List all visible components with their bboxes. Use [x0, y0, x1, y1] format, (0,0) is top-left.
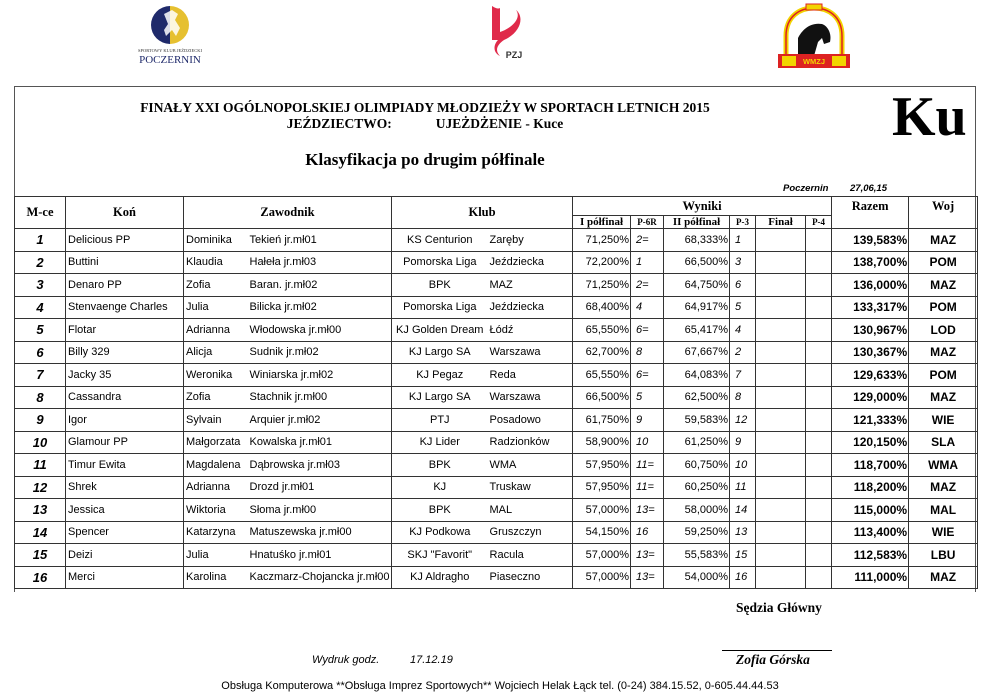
total-score: 129,633%: [832, 364, 909, 387]
rider-first-name: Małgorzata: [184, 431, 248, 454]
semi1-score: 62,700%: [573, 341, 631, 364]
table-row: [15, 454, 978, 477]
region-code: MAZ: [909, 566, 978, 589]
rank-cell: 11: [15, 454, 66, 477]
semi2-score: 64,917%: [664, 296, 730, 319]
semi1-score: 57,000%: [573, 499, 631, 522]
final-position: [806, 566, 832, 589]
semi1-position: 5: [631, 386, 664, 409]
total-score: 113,400%: [832, 521, 909, 544]
region-code: MAL: [909, 499, 978, 522]
semi2-score: 68,333%: [664, 229, 730, 252]
semi2-score: 60,250%: [664, 476, 730, 499]
final-position: [806, 386, 832, 409]
table-row: [15, 274, 978, 297]
rider-last-name: Matuszewska jr.mł00: [248, 521, 392, 544]
horse-cell: Shrek: [66, 476, 184, 499]
semi2-score: 62,500%: [664, 386, 730, 409]
semi1-score: 61,750%: [573, 409, 631, 432]
region-code: LOD: [909, 319, 978, 342]
col-total: Razem: [832, 197, 909, 216]
region-code: SLA: [909, 431, 978, 454]
horse-cell: Delicious PP: [66, 229, 184, 252]
semi1-score: 71,250%: [573, 229, 631, 252]
col-club: Klub: [392, 197, 573, 229]
club-city: Warszawa: [488, 386, 573, 409]
semi2-score: 65,417%: [664, 319, 730, 342]
table-row: [15, 544, 978, 567]
event-date: 27,06,15: [850, 183, 887, 194]
rank-cell: 3: [15, 274, 66, 297]
final-score: [756, 431, 806, 454]
final-position: [806, 296, 832, 319]
semi1-score: 57,000%: [573, 544, 631, 567]
final-score: [756, 409, 806, 432]
rider-last-name: Arquier jr.mł02: [248, 409, 392, 432]
semi1-score: 72,200%: [573, 251, 631, 274]
region-code: POM: [909, 296, 978, 319]
club-name: KJ Largo SA: [392, 386, 488, 409]
col-results: Wyniki: [573, 197, 832, 216]
horse-cell: Merci: [66, 566, 184, 589]
discipline-line: [0, 116, 850, 132]
horse-cell: Buttini: [66, 251, 184, 274]
semi2-score: 60,750%: [664, 454, 730, 477]
horse-cell: Flotar: [66, 319, 184, 342]
rank-cell: 13: [15, 499, 66, 522]
final-position: [806, 251, 832, 274]
semi2-position: 12: [730, 409, 756, 432]
final-position: [806, 319, 832, 342]
region-code: POM: [909, 364, 978, 387]
semi1-score: 68,400%: [573, 296, 631, 319]
total-score: 118,200%: [832, 476, 909, 499]
total-score: 111,000%: [832, 566, 909, 589]
club-city: Piaseczno: [488, 566, 573, 589]
table-row: [15, 296, 978, 319]
club-city: Warszawa: [488, 341, 573, 364]
semi1-position: 6=: [631, 364, 664, 387]
print-time-label: Wydruk godz.: [312, 654, 380, 666]
horse-cell: Billy 329: [66, 341, 184, 364]
svg-text:POCZERNIN: POCZERNIN: [139, 54, 201, 66]
semi2-position: 3: [730, 251, 756, 274]
signature-line: [722, 650, 832, 651]
rank-cell: 15: [15, 544, 66, 567]
club-city: Racula: [488, 544, 573, 567]
col-final: Finał: [756, 216, 806, 229]
rank-cell: 1: [15, 229, 66, 252]
pzj-logo: [478, 2, 538, 62]
semi1-position: 9: [631, 409, 664, 432]
region-code: MAZ: [909, 386, 978, 409]
print-time-value: 17.12.19: [410, 654, 453, 666]
rank-cell: 5: [15, 319, 66, 342]
rank-cell: 2: [15, 251, 66, 274]
svg-text:WMZJ: WMZJ: [802, 57, 826, 66]
semi2-position: 4: [730, 319, 756, 342]
club-city: Truskaw: [488, 476, 573, 499]
region-code: LBU: [909, 544, 978, 567]
region-code: WIE: [909, 521, 978, 544]
rider-first-name: Katarzyna: [184, 521, 248, 544]
final-position: [806, 454, 832, 477]
semi1-position: 11=: [631, 476, 664, 499]
horse-cell: Deizi: [66, 544, 184, 567]
event-title: FINAŁY XXI OGÓLNOPOLSKIEJ OLIMPIADY MŁODZIEŻY W SPORTACH LETNICH 2015: [140, 100, 710, 115]
horse-emblem-icon: [120, 2, 220, 68]
final-position: [806, 431, 832, 454]
rider-last-name: Bilicka jr.mł02: [248, 296, 392, 319]
total-score: 118,700%: [832, 454, 909, 477]
region-code: MAZ: [909, 476, 978, 499]
semi2-score: 58,000%: [664, 499, 730, 522]
semi2-score: 67,667%: [664, 341, 730, 364]
club-city: Gruszczyn: [488, 521, 573, 544]
final-score: [756, 544, 806, 567]
horse-cell: Jacky 35: [66, 364, 184, 387]
total-score: 139,583%: [832, 229, 909, 252]
semi1-position: 8: [631, 341, 664, 364]
table-row: [15, 566, 978, 589]
semi2-score: 61,250%: [664, 431, 730, 454]
club-name: KJ Lider: [392, 431, 488, 454]
semi1-score: 57,950%: [573, 454, 631, 477]
final-position: [806, 364, 832, 387]
region-code: POM: [909, 251, 978, 274]
club-city: Jeździecka: [488, 296, 573, 319]
final-score: [756, 454, 806, 477]
semi1-position: 13=: [631, 499, 664, 522]
rider-first-name: Zofia: [184, 386, 248, 409]
semi2-position: 13: [730, 521, 756, 544]
rider-first-name: Julia: [184, 296, 248, 319]
semi1-score: 57,950%: [573, 476, 631, 499]
table-row: [15, 229, 978, 252]
col-semi2: II półfinał: [664, 216, 730, 229]
final-position: [806, 499, 832, 522]
semi1-position: 10: [631, 431, 664, 454]
rank-cell: 12: [15, 476, 66, 499]
rider-first-name: Sylvain: [184, 409, 248, 432]
final-position: [806, 544, 832, 567]
rider-last-name: Dąbrowska jr.mł03: [248, 454, 392, 477]
semi1-position: 13=: [631, 544, 664, 567]
rank-cell: 4: [15, 296, 66, 319]
club-name: PTJ: [392, 409, 488, 432]
semi2-score: 59,583%: [664, 409, 730, 432]
club-name: KJ Golden Dream: [392, 319, 488, 342]
results-table: [14, 196, 978, 589]
semi1-score: 66,500%: [573, 386, 631, 409]
table-row: [15, 499, 978, 522]
rider-first-name: Weronika: [184, 364, 248, 387]
svg-text:SPORTOWY KLUB JEŹDZIECKI: SPORTOWY KLUB JEŹDZIECKI: [138, 48, 202, 53]
horse-cell: Cassandra: [66, 386, 184, 409]
table-row: [15, 319, 978, 342]
semi1-position: 13=: [631, 566, 664, 589]
table-row: [15, 364, 978, 387]
semi1-position: 16: [631, 521, 664, 544]
col-semi1: I półfinał: [573, 216, 631, 229]
final-score: [756, 499, 806, 522]
semi2-score: 59,250%: [664, 521, 730, 544]
semi1-position: 2=: [631, 274, 664, 297]
final-score: [756, 476, 806, 499]
club-name: BPK: [392, 499, 488, 522]
club-name: KJ Podkowa: [392, 521, 488, 544]
rider-first-name: Adrianna: [184, 319, 248, 342]
final-score: [756, 364, 806, 387]
club-city: MAL: [488, 499, 573, 522]
rider-last-name: Hałeła jr.mł03: [248, 251, 392, 274]
pzj-emblem-icon: [478, 2, 538, 62]
region-code: MAZ: [909, 341, 978, 364]
club-city: Łódź: [488, 319, 573, 342]
club-name: KJ Largo SA: [392, 341, 488, 364]
semi2-position: 8: [730, 386, 756, 409]
rider-last-name: Włodowska jr.mł00: [248, 319, 392, 342]
club-city: MAZ: [488, 274, 573, 297]
wmzj-logo: [774, 2, 854, 70]
total-score: 130,367%: [832, 341, 909, 364]
horse-cell: Stenvaenge Charles: [66, 296, 184, 319]
club-name: KJ: [392, 476, 488, 499]
region-code: MAZ: [909, 229, 978, 252]
semi1-position: 4: [631, 296, 664, 319]
semi2-position: 7: [730, 364, 756, 387]
total-score: 129,000%: [832, 386, 909, 409]
discipline-value: UJEŻDŻENIE - Kuce: [435, 116, 564, 131]
club-city: WMA: [488, 454, 573, 477]
total-score: 115,000%: [832, 499, 909, 522]
semi2-score: 64,750%: [664, 274, 730, 297]
final-score: [756, 229, 806, 252]
table-row: [15, 431, 978, 454]
stirrup-horse-icon: [774, 2, 854, 70]
rank-cell: 14: [15, 521, 66, 544]
table-header-row: [15, 197, 978, 216]
semi2-position: 10: [730, 454, 756, 477]
footer-credits: Obsługa Komputerowa **Obsługa Imprez Sportowych** Wojciech Helak Łąck tel. (0-24) 384.15.52, 0-605.44.44.53: [221, 680, 779, 692]
rider-first-name: Alicja: [184, 341, 248, 364]
rider-first-name: Magdalena: [184, 454, 248, 477]
total-score: 112,583%: [832, 544, 909, 567]
col-rider: Zawodnik: [184, 197, 392, 229]
semi2-position: 11: [730, 476, 756, 499]
club-name: KJ Aldragho: [392, 566, 488, 589]
final-score: [756, 296, 806, 319]
semi2-position: 5: [730, 296, 756, 319]
table-row: [15, 386, 978, 409]
rank-cell: 8: [15, 386, 66, 409]
semi1-score: 71,250%: [573, 274, 631, 297]
rider-last-name: Kaczmarz-Chojancka jr.mł00: [248, 566, 392, 589]
category-code: Ku: [892, 86, 967, 148]
semi1-position: 2=: [631, 229, 664, 252]
rider-last-name: Sudnik jr.mł02: [248, 341, 392, 364]
club-name: KJ Pegaz: [392, 364, 488, 387]
final-score: [756, 341, 806, 364]
semi2-position: 6: [730, 274, 756, 297]
final-position: [806, 341, 832, 364]
semi1-position: 1: [631, 251, 664, 274]
semi2-position: 9: [730, 431, 756, 454]
rider-last-name: Winiarska jr.mł02: [248, 364, 392, 387]
club-name: KS Centurion: [392, 229, 488, 252]
semi2-position: 2: [730, 341, 756, 364]
horse-cell: Spencer: [66, 521, 184, 544]
rider-last-name: Hnatuśko jr.mł01: [248, 544, 392, 567]
rider-first-name: Adrianna: [184, 476, 248, 499]
discipline-label: JEŹDZIECTWO:: [286, 116, 392, 131]
rider-last-name: Kowalska jr.mł01: [248, 431, 392, 454]
rider-last-name: Tekień jr.mł01: [248, 229, 392, 252]
semi1-position: 6=: [631, 319, 664, 342]
final-score: [756, 251, 806, 274]
semi2-position: 15: [730, 544, 756, 567]
semi2-score: 64,083%: [664, 364, 730, 387]
table-row: [15, 521, 978, 544]
rider-first-name: Dominika: [184, 229, 248, 252]
rank-cell: 10: [15, 431, 66, 454]
semi1-position: 11=: [631, 454, 664, 477]
judge-title: Sędzia Główny: [736, 600, 822, 615]
table-row: [15, 476, 978, 499]
event-place: Poczernin: [783, 183, 829, 194]
club-name: Pomorska Liga: [392, 296, 488, 319]
total-score: 133,317%: [832, 296, 909, 319]
table-row: [15, 341, 978, 364]
club-city: Jeździecka: [488, 251, 573, 274]
total-score: 121,333%: [832, 409, 909, 432]
horse-cell: Denaro PP: [66, 274, 184, 297]
rider-last-name: Słoma jr.mł00: [248, 499, 392, 522]
region-code: WMA: [909, 454, 978, 477]
final-score: [756, 386, 806, 409]
semi1-score: 57,000%: [573, 566, 631, 589]
total-score: 130,967%: [832, 319, 909, 342]
col-p3: P-3: [730, 216, 756, 229]
rider-first-name: Klaudia: [184, 251, 248, 274]
col-rank: M-ce: [15, 197, 66, 229]
final-position: [806, 274, 832, 297]
col-p6r: P-6R: [631, 216, 664, 229]
rider-last-name: Baran. jr.mł02: [248, 274, 392, 297]
rider-first-name: Zofia: [184, 274, 248, 297]
final-score: [756, 319, 806, 342]
club-city: Radzionków: [488, 431, 573, 454]
semi1-score: 65,550%: [573, 319, 631, 342]
club-name: BPK: [392, 274, 488, 297]
page-title: Klasyfikacja po drugim półfinale: [305, 150, 545, 169]
rider-first-name: Wiktoria: [184, 499, 248, 522]
total-score: 120,150%: [832, 431, 909, 454]
final-score: [756, 521, 806, 544]
table-row: [15, 409, 978, 432]
semi2-score: 66,500%: [664, 251, 730, 274]
final-position: [806, 229, 832, 252]
horse-cell: Igor: [66, 409, 184, 432]
svg-text:PZJ: PZJ: [505, 50, 523, 60]
col-horse: Koń: [66, 197, 184, 229]
semi1-score: 54,150%: [573, 521, 631, 544]
semi2-position: 16: [730, 566, 756, 589]
rider-last-name: Drozd jr.mł01: [248, 476, 392, 499]
final-score: [756, 274, 806, 297]
club-city: Reda: [488, 364, 573, 387]
horse-cell: Jessica: [66, 499, 184, 522]
club-city: Zaręby: [488, 229, 573, 252]
rank-cell: 6: [15, 341, 66, 364]
region-code: MAZ: [909, 274, 978, 297]
semi1-score: 58,900%: [573, 431, 631, 454]
club-name: SKJ "Favorit": [392, 544, 488, 567]
col-p4: P-4: [806, 216, 832, 229]
table-row: [15, 251, 978, 274]
club-name: Pomorska Liga: [392, 251, 488, 274]
rider-first-name: Julia: [184, 544, 248, 567]
horse-cell: Timur Ewita: [66, 454, 184, 477]
rank-cell: 16: [15, 566, 66, 589]
rider-first-name: Karolina: [184, 566, 248, 589]
club-city: Posadowo: [488, 409, 573, 432]
final-position: [806, 521, 832, 544]
judge-name: Zofia Górska: [736, 652, 810, 667]
semi2-position: 14: [730, 499, 756, 522]
semi2-score: 55,583%: [664, 544, 730, 567]
col-region: Woj: [909, 197, 978, 216]
region-code: WIE: [909, 409, 978, 432]
horse-cell: Glamour PP: [66, 431, 184, 454]
rider-last-name: Stachnik jr.mł00: [248, 386, 392, 409]
final-position: [806, 409, 832, 432]
club-name: BPK: [392, 454, 488, 477]
semi2-score: 54,000%: [664, 566, 730, 589]
poczernin-logo: [120, 2, 220, 68]
final-position: [806, 476, 832, 499]
rank-cell: 7: [15, 364, 66, 387]
semi2-position: 1: [730, 229, 756, 252]
final-score: [756, 566, 806, 589]
semi1-score: 65,550%: [573, 364, 631, 387]
rank-cell: 9: [15, 409, 66, 432]
total-score: 136,000%: [832, 274, 909, 297]
total-score: 138,700%: [832, 251, 909, 274]
